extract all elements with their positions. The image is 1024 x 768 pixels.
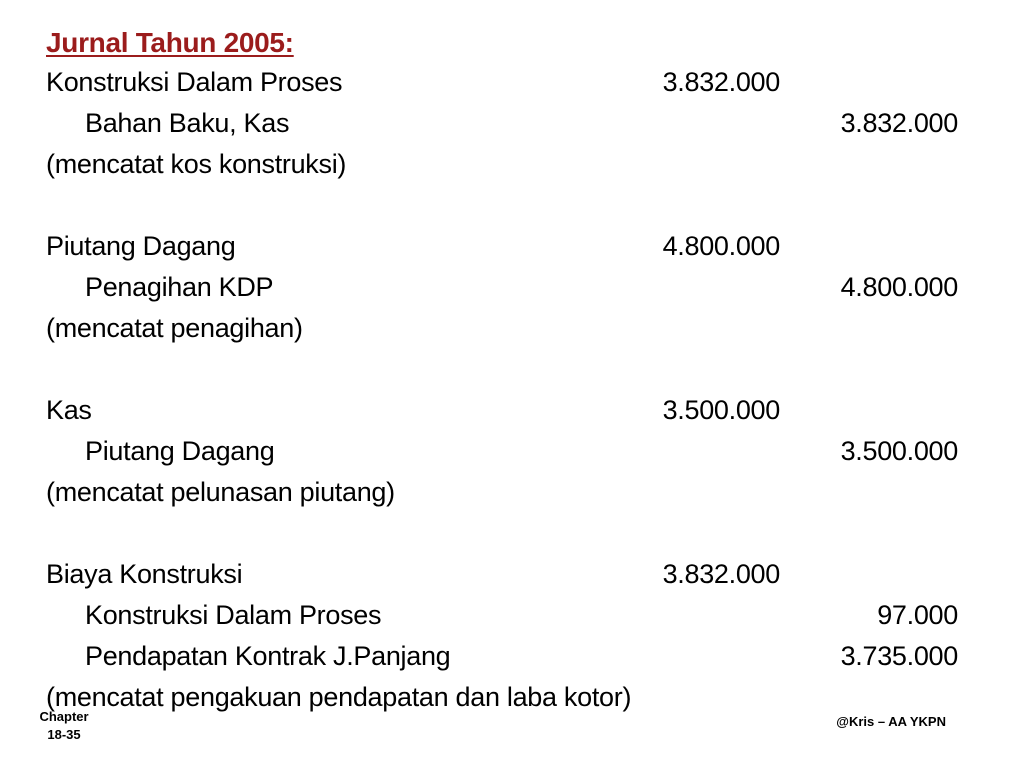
entry-note: (mencatat pelunasan piutang)	[46, 477, 395, 507]
journal-line	[46, 62, 966, 103]
debit-amount: 4.800.000	[662, 231, 780, 261]
journal-line	[46, 390, 966, 431]
credit-account: Pendapatan Kontrak J.Panjang	[85, 641, 451, 671]
credit-amount: 3.832.000	[840, 108, 958, 138]
credit-amount: 3.500.000	[840, 436, 958, 466]
chapter-label	[28, 708, 100, 744]
journal-line	[46, 636, 966, 677]
debit-amount: 3.832.000	[662, 67, 780, 97]
journal-note	[46, 308, 966, 349]
entry-note: (mencatat pengakuan pendapatan dan laba kotor)	[46, 682, 632, 712]
debit-account: Biaya Konstruksi	[46, 559, 243, 589]
chapter-label-text: Chapter	[39, 709, 89, 724]
debit-amount: 3.500.000	[662, 395, 780, 425]
credit-account: Penagihan KDP	[85, 272, 274, 302]
credit-account: Piutang Dagang	[85, 436, 275, 466]
entry-note: (mencatat penagihan)	[46, 313, 303, 343]
journal-note	[46, 472, 966, 513]
journal-note	[46, 144, 966, 185]
slide-title: Jurnal Tahun 2005:	[46, 27, 294, 58]
credit-amount: 97.000	[877, 600, 958, 630]
entry-spacer	[46, 185, 966, 226]
footer-credit: @Kris – AA YKPN	[836, 714, 946, 729]
journal-note	[46, 677, 966, 718]
debit-account: Kas	[46, 395, 92, 425]
credit-amount: 4.800.000	[840, 272, 958, 302]
journal-line	[46, 267, 966, 308]
debit-account: Piutang Dagang	[46, 231, 236, 261]
journal-line	[46, 554, 966, 595]
credit-amount: 3.735.000	[840, 641, 958, 671]
chapter-number: 18-35	[47, 727, 81, 742]
journal-line	[46, 431, 966, 472]
debit-account: Konstruksi Dalam Proses	[46, 67, 343, 97]
entry-spacer	[46, 513, 966, 554]
journal-line	[46, 103, 966, 144]
entry-note: (mencatat kos konstruksi)	[46, 149, 347, 179]
credit-account: Bahan Baku, Kas	[85, 108, 290, 138]
journal-line	[46, 226, 966, 267]
credit-account: Konstruksi Dalam Proses	[85, 600, 382, 630]
debit-amount: 3.832.000	[662, 559, 780, 589]
journal-line	[46, 595, 966, 636]
entry-spacer	[46, 349, 966, 390]
journal-entries	[46, 62, 966, 718]
